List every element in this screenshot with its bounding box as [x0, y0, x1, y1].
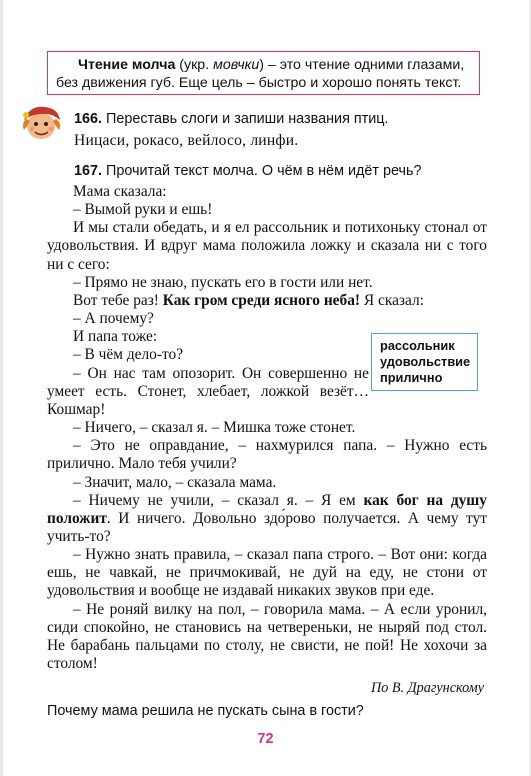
story-paragraph: – Не роняй вилку на пол, – говорила мама. – А если уронил, сиди спокойно, не становись на четвереньки, не ныряй под стол. Не барабань пальцами по столу, не свисти, не пой! Не хохочи за столом! [47, 600, 487, 673]
story-idiom: Как гром среди ясного неба! [162, 291, 361, 309]
story-paragraph: – Значит, мало, – сказала мама. [73, 473, 277, 491]
cartoon-child-mascot-icon [18, 102, 64, 142]
story-paragraph: Мама сказала: [73, 183, 167, 200]
story-text-run: Я сказал: [360, 291, 424, 309]
story-idiom: как бог на душу положит [47, 491, 487, 527]
author-credit: По В. Драгунскому [370, 680, 484, 696]
vocabulary-word: рассольник [380, 338, 455, 353]
story-paragraph: – Ничего, – сказал я. – Мишка тоже стонет. [73, 419, 356, 437]
task-166-text: Переставь слоги и запиши названия птиц. [102, 111, 389, 127]
vocabulary-box [371, 333, 478, 391]
story-paragraph: – Вымой руки и ешь! [73, 201, 213, 219]
story-paragraph: – Он нас там опозорит. Он совершенно не умеет есть. Стонет, хлебает, ложкой везёт… Кошмар! [47, 364, 369, 418]
page-number: 72 [257, 731, 274, 747]
story-paragraph: И папа тоже: [73, 328, 158, 346]
story-paragraph [47, 292, 487, 310]
story-paragraph [47, 492, 487, 546]
definition-line-2: без движения губ. Еще цель – быстро и хорошо понять текст. [56, 75, 462, 91]
comprehension-question: Почему мама решила не пускать сына в гости? [47, 703, 364, 719]
definition-ukr-word: мовчки [213, 57, 260, 73]
story-text-run: Вот тебе раз! [73, 291, 163, 309]
task-166-number: 166. [74, 111, 103, 127]
task-167-text: Прочитай текст молча. О чём в нём идёт речь? [102, 163, 422, 179]
definition-line-1 [56, 56, 473, 74]
story-text [47, 183, 487, 673]
definition-paren: (укр. [175, 57, 214, 73]
task-167 [74, 162, 422, 180]
story-paragraph: – Это не оправдание, – нахмурился папа. – Нужно есть прилично. Мало тебя учили? [47, 437, 487, 473]
story-text-run: . И ничего. Довольно здо́рово получается. А чему тут учить-то? [47, 509, 487, 545]
story-paragraph: – Прямо не знаю, пускать его в гости или нет. [73, 273, 373, 291]
definition-term: Чтение молча [78, 57, 176, 73]
story-paragraph: – В чём дело-то? [73, 346, 184, 364]
vocabulary-word: прилично [380, 370, 443, 385]
definition-box [47, 51, 480, 95]
task-166 [74, 110, 389, 128]
story-paragraph: – Нужно знать правила, – сказал папа строго. – Вот они: когда ешь, не чавкай, не причмокивай, не дуй на еду, не стони от удовольствия и вообще не издавай никаких звуков при еде. [47, 546, 487, 600]
definition-text: ) – это чтение одними глазами, [259, 57, 465, 73]
task-167-number: 167. [74, 163, 103, 179]
story-paragraph: И мы стали обедать, и я ел рассольник и потихоньку стонал от удовольствия. И вдруг мама положила ложку и сказала ни с того ни с сего: [47, 219, 487, 273]
task-166-words: Ницаси, рокасо, вейлосо, линфи. [74, 132, 299, 149]
vocabulary-word: удовольствие [380, 354, 471, 369]
story-text-run: – Ничему не учили, – сказал я. – Я ем [73, 491, 364, 509]
story-paragraph: – А почему? [73, 310, 154, 328]
